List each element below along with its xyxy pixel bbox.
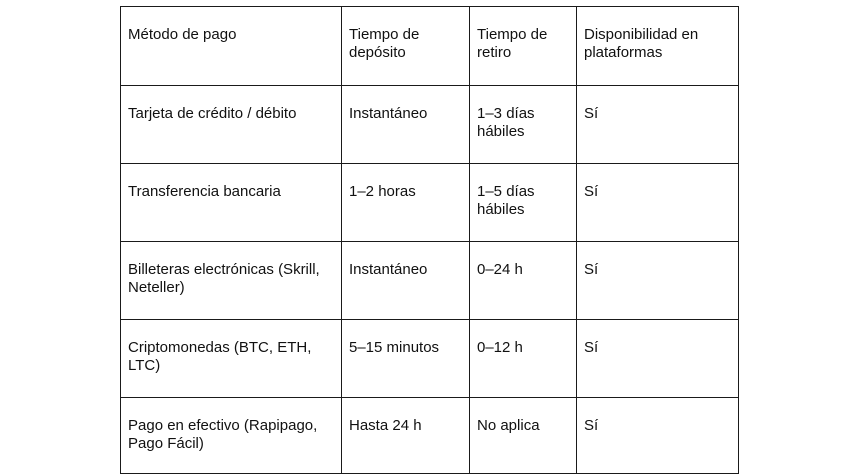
cell-deposit-time: 5–15 minutos: [342, 320, 470, 398]
cell-deposit-time: Hasta 24 h: [342, 398, 470, 474]
cell-deposit-time: Instantáneo: [342, 242, 470, 320]
header-withdrawal-time: Tiempo de retiro: [470, 7, 577, 86]
cell-deposit-time: Instantáneo: [342, 86, 470, 164]
cell-withdrawal-time: 0–12 h: [470, 320, 577, 398]
table-row: [121, 86, 739, 164]
cell-withdrawal-time: No aplica: [470, 398, 577, 474]
cell-payment-method: Billeteras electrónicas (Skrill, Neteller): [121, 242, 342, 320]
payment-methods-table: [120, 6, 739, 474]
cell-payment-method: Transferencia bancaria: [121, 164, 342, 242]
cell-deposit-time: 1–2 horas: [342, 164, 470, 242]
cell-withdrawal-time: 1–5 días hábiles: [470, 164, 577, 242]
cell-payment-method: Tarjeta de crédito / débito: [121, 86, 342, 164]
table-row: [121, 164, 739, 242]
cell-availability: Sí: [577, 164, 739, 242]
table-row: [121, 242, 739, 320]
cell-availability: Sí: [577, 398, 739, 474]
table-row: [121, 320, 739, 398]
header-platform-availability: Disponibilidad en plataformas: [577, 7, 739, 86]
cell-payment-method: Pago en efectivo (Rapipago, Pago Fácil): [121, 398, 342, 474]
cell-withdrawal-time: 0–24 h: [470, 242, 577, 320]
cell-availability: Sí: [577, 86, 739, 164]
cell-availability: Sí: [577, 320, 739, 398]
table-header-row: [121, 7, 739, 86]
table-row: [121, 398, 739, 474]
cell-availability: Sí: [577, 242, 739, 320]
header-payment-method: Método de pago: [121, 7, 342, 86]
cell-payment-method: Criptomonedas (BTC, ETH, LTC): [121, 320, 342, 398]
header-deposit-time: Tiempo de depósito: [342, 7, 470, 86]
cell-withdrawal-time: 1–3 días hábiles: [470, 86, 577, 164]
